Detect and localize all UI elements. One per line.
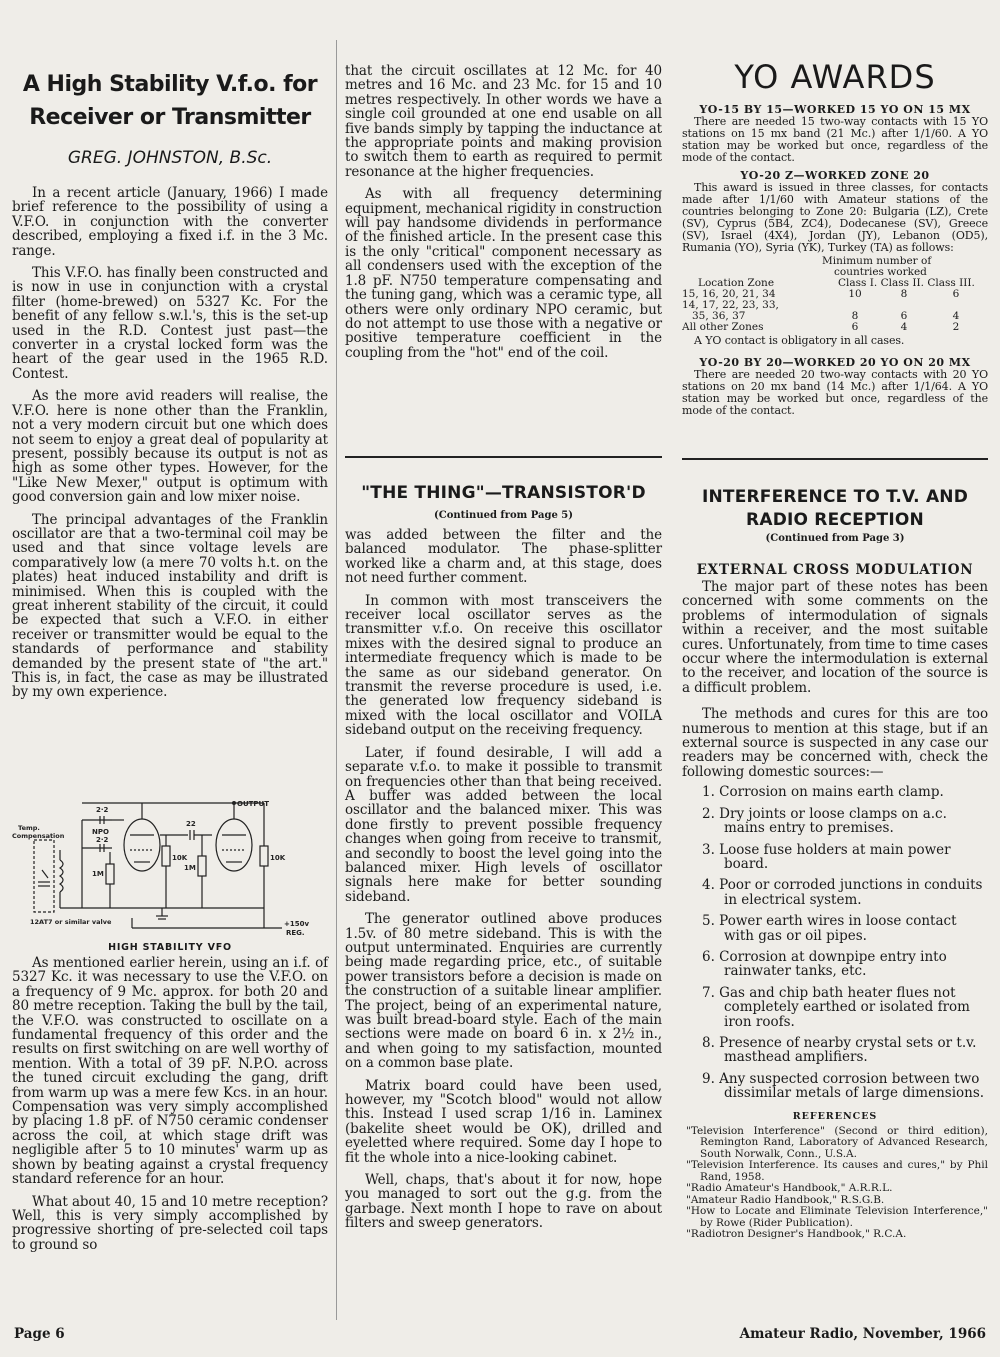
row-c2: 4 <box>900 321 908 333</box>
references-list <box>682 1126 988 1241</box>
label-r10k-a: 10K <box>172 854 188 862</box>
label-r1m-b: 1M <box>184 864 196 872</box>
figure-caption: HIGH STABILITY VFO <box>108 942 232 953</box>
thing-paragraph: In common with most transceivers the receiver local oscillator serves as the transmitter v.f.o. On receive this oscillator mixes with the desired signal to produce an intermediate frequency which is made to be the same as our sideband generator. On transmit the reverse procedure is used, i.e. the generated low frequency sideband is mixed with the local oscillator and VOILA sideband output on the receiving frequency. <box>345 592 662 739</box>
vfo-schematic <box>12 790 328 938</box>
tvi-title-line2: RADIO RECEPTION <box>746 510 924 530</box>
yo15-heading: YO-15 BY 15—WORKED 15 YO ON 15 MX <box>699 103 971 116</box>
article-paragraph: The principal advantages of the Franklin oscillator are that a two-terminal coil may be used and that since voltage levels are comparatively low (a mere 70 volts h.t. on the plates) heat induced instability and drift is minimised. When this is coupled with the great inherent stability of the circuit, it could be expected that such a V.F.O. in either receiver or transmitter would be equal to the standards of performance and stability demanded by the present state of "the art." This is, in fact, the case as may be illustrated by my own experience. <box>12 511 328 701</box>
vfo-article-continuation <box>345 64 662 360</box>
label-valve: 12AT7 or similar valve <box>30 918 112 926</box>
list-item: 2. Dry joints or loose clamps on a.c. mains entry to premises. <box>702 805 947 837</box>
row-c1: 6 <box>851 321 859 333</box>
row-loc: 15, 16, 20, 21, 34 <box>682 288 776 300</box>
tvi-list <box>682 785 988 1100</box>
article-paragraph: In a recent article (January, 1966) I made brief reference to the possibility of using a V.F.O. in conjunction with the converter described, employing a fixed i.f. in the 3 Mc. range. <box>12 185 328 259</box>
row-c2: 8 <box>900 288 908 300</box>
row-loc: 35, 36, 37 <box>692 310 746 322</box>
references-title: REFERENCES <box>792 1110 878 1122</box>
tvi-body <box>682 556 988 1241</box>
article-paragraph: that the circuit oscillates at 12 Mc. for 40 metres and 16 Mc. and 23 Mc. for 15 and 10 metres respectively. In other words we have a single coil grounded at one end usable on all five bands simply by tapping the inductance at the appropriate points and making provision to switch them to earth as required to permit resonance at the higher frequencies. <box>345 63 662 180</box>
list-item: 1. Corrosion on mains earth clamp. <box>702 784 944 801</box>
row-c3: 6 <box>952 288 960 300</box>
zone-table <box>682 256 988 333</box>
row-loc: 14, 17, 22, 23, 33, <box>682 299 779 311</box>
yo-awards-title: YO AWARDS <box>734 58 936 96</box>
label-output: OUTPUT <box>237 800 269 808</box>
article-title: A High Stability V.f.o. for Receiver or Transmitter <box>22 72 318 130</box>
reference-item: "Television Interference" (Second or third edition), Remington Rand, Laboratory of Advanced Research, South Norwalk, Conn., U.S.A. <box>686 1124 988 1160</box>
row-c3: 4 <box>952 310 960 322</box>
page-number: Page 6 <box>14 1326 65 1342</box>
yo-awards-body <box>682 104 988 417</box>
article-paragraph: What about 40, 15 and 10 metre reception? Well, this is very simply accomplished by progressive shorting of pre-selected coil taps to ground so <box>12 1193 328 1253</box>
row-loc: All other Zones <box>682 321 764 333</box>
row-c1: 8 <box>851 310 859 322</box>
thing-paragraph: was added between the filter and the balanced modulator. The phase-splitter worked like a charm and, at this stage, does not need further comment. <box>345 527 662 587</box>
thing-paragraph: Well, chaps, that's about it for now, hope you managed to sort out the g.g. from the garbage. Next month I hope to rave on about filters and sweep generators. <box>345 1172 662 1232</box>
publication-footer: Amateur Radio, November, 1966 <box>739 1326 986 1342</box>
yo20z-heading: YO-20 Z—WORKED ZONE 20 <box>740 169 930 182</box>
article-paragraph: This V.F.O. has finally been constructed and is now in use in conjunction with a crystal filter (home-brewed) on 5327 Kc. For the benefit of any fellow s.w.l.'s, this is the set-up used in the R.D. Contest just past—the converter in a crystal locked form was the heart of the gear used in the 1965 R.D. Contest. <box>12 265 328 382</box>
thing-paragraph: Later, if found desirable, I will add a separate v.f.o. to make it possible to transmit on frequencies other than that being received. A buffer was added between the local oscillator and the balanced mixer. This was done firstly to prevent possible frequency changes when going from receive to transmit, and secondly to boost the level going into the balanced mixer. High levels of oscillator signals here make for better sounding sideband. <box>345 744 662 905</box>
tvi-paragraph: The methods and cures for this are too numerous to mention at this stage, but if an external source is suspected in any case our readers may be concerned with, check the following domestic sources:— <box>682 706 988 780</box>
article-body-b <box>12 956 328 1252</box>
tvi-subheading: EXTERNAL CROSS MODULATION <box>696 562 974 578</box>
article-paragraph: As mentioned earlier herein, using an i.f. of 5327 Kc. it was necessary to use the V.F.O. on a frequency of 9 Mc. approx. for both 20 and 80 metre reception. Taking the bull by the tail, the V.F.O. was constructed to oscillate on a fundamental frequency of this order and the results on first switching on are well worthy of mention. With a total of 39 pF. N.P.O. across the tuned circuit excluding the gang, drift from warm up was a mere few Kcs. in an hour. Compensation was very simply accomplished by placing 1.8 pF. of N750 ceramic condenser across the coil, at which stage drift was negligible after 5 to 10 minutes' warm up as shown by beating against a crystal frequency standard reference for an hour. <box>12 955 328 1188</box>
tvi-paragraph: The major part of these notes has been concerned with some comments on the problems of intermodulation of signals within a receiver, and the most suitable cures. Unfortunately, from time to time cases occur where the intermodulation is external to the receiver, and location of the source is a difficult problem. <box>682 579 988 696</box>
list-item: 3. Loose fuse holders at main power board. <box>702 841 951 872</box>
thing-title: "THE THING"—TRANSISTOR'D <box>361 483 646 503</box>
reference-item: "Television Interference. Its causes and cures," by Phil Rand, 1958. <box>686 1159 988 1183</box>
table-head2: countries worked <box>834 266 927 278</box>
column-gutter <box>336 40 337 1320</box>
reference-item: "Radio Amateur's Handbook," A.R.R.L. <box>686 1182 893 1195</box>
yo-obligatory: A YO contact is obligatory in all cases. <box>694 334 905 347</box>
reference-item: "Radiotron Designer's Handbook," R.C.A. <box>686 1228 907 1241</box>
thing-paragraph: Matrix board could have been used, however, my "Scotch blood" would not allow this. Instead I used scrap 1/16 in. Laminex (bakelite sheet would be OK), drilled and eyeletted where required. Some day I hope to fit the whole into a nice-looking cabinet. <box>345 1077 662 1166</box>
column-divider <box>682 458 988 460</box>
tvi-title <box>682 486 988 532</box>
reference-item: "How to Locate and Eliminate Television Interference," by Rowe (Rider Publication). <box>686 1205 988 1229</box>
label-reg: REG. <box>286 929 305 937</box>
list-item: 4. Poor or corroded junctions in conduits in electrical system. <box>702 877 983 908</box>
tvi-continued: (Continued from Page 3) <box>765 533 905 544</box>
thing-paragraph: The generator outlined above produces 1.5v. of 80 metre sideband. This is with the output unterminated. Enquiries are currently being made regarding price, etc., of suitable power transistors before a decision is made on the construction of a suitable linear amplifier. The project, being of an experimental nature, was built bread-board style. Each of the main sections were made on board 6 in. x 2½ in., and when going to my satisfaction, mounted on a common base plate. <box>345 911 662 1072</box>
circuit-figure <box>12 790 328 953</box>
label-r1m-a: 1M <box>92 870 104 878</box>
article-author: GREG. JOHNSTON, B.Sc. <box>67 148 273 168</box>
thing-continued: (Continued from Page 5) <box>434 510 573 521</box>
col-classes: Class I. Class II. Class III. <box>838 277 975 289</box>
yo15-text: There are needed 15 two-way contacts with 15 YO stations on 15 mx band (21 Mc.) after 1/1/60. A YO station may be worked but once, regardless of the mode of the contact. <box>682 115 988 164</box>
list-item: 5. Power earth wires in loose contact with gas or oil pipes. <box>702 913 957 944</box>
table-row <box>682 322 988 333</box>
yo20-heading: YO-20 BY 20—WORKED 20 YO ON 20 MX <box>699 356 971 369</box>
label-c2: 2·2 <box>96 836 109 844</box>
column-divider <box>345 456 662 458</box>
label-r10k-b: 10K <box>270 854 286 862</box>
row-c2: 6 <box>900 310 908 322</box>
label-r22: 22 <box>186 820 196 828</box>
thing-body <box>345 528 662 1231</box>
yo20z-text: This award is issued in three classes, for contacts made after 1/1/60 with Amateur stations of the countries belonging to Zone 20: Bulgaria (LZ), Crete (SV), Cyprus (5B4, ZC4), Dodecanese (SV), Greece (SV), Israel (4X4), Jordan (JY), Lebanon (OD5), Rumania (YO), Syria (YK), Turkey (TA) as follows: <box>682 181 988 254</box>
col-location: Location Zone <box>698 277 775 289</box>
list-item: 9. Any suspected corrosion between two dissimilar metals of large dimensions. <box>702 1070 985 1102</box>
row-c1: 10 <box>848 288 862 300</box>
article-paragraph: As the more avid readers will realise, the V.F.O. here is none other than the Franklin, not a very modern circuit but one which does not seem to enjoy a great deal of popularity at present, possibly because its output is not as high as some other types. However, for the "Like New Mexer," output is optimum with good conversion gain and low mixer noise. <box>12 388 328 506</box>
reference-item: "Amateur Radio Handbook," R.S.G.B. <box>686 1193 885 1206</box>
yo20-text: There are needed 20 two-way contacts with 20 YO stations on 20 mx band (14 Mc.) after 1/1/64. A YO station may be worked but once, regardless of the mode of the contact. <box>682 368 988 417</box>
label-npo: NPO <box>92 828 109 836</box>
list-item: 8. Presence of nearby crystal sets or t.v. masthead amplifiers. <box>702 1034 977 1066</box>
article-paragraph: As with all frequency determining equipment, mechanical rigidity in construction will pay handsome dividends in performance of the finished article. In the present case this is the only "critical" component necessary as all condensers used with the exception of the 1.8 pF. N750 temperature compensating and the tuning gang, which was a ceramic type, all others were only ordinary NPO ceramic, but do not attempt to use those with a negative or positive temperature coefficient in the coupling from the "hot" end of the coil. <box>345 186 662 361</box>
tvi-title-line1: INTERFERENCE TO T.V. AND <box>701 487 969 507</box>
row-c3: 2 <box>952 321 960 333</box>
article-body-a <box>12 186 328 700</box>
list-item: 6. Corrosion at downpipe entry into rainwater tanks, etc. <box>702 948 947 980</box>
label-hv: +150v <box>284 920 310 928</box>
label-temp: Temp. <box>18 824 40 832</box>
label-c1: 2·2 <box>96 806 109 814</box>
label-comp: Compensation <box>12 832 65 840</box>
list-item: 7. Gas and chip bath heater flues not completely earthed or isolated from iron roofs. <box>702 984 970 1030</box>
table-head1: Minimum number of <box>822 255 932 267</box>
